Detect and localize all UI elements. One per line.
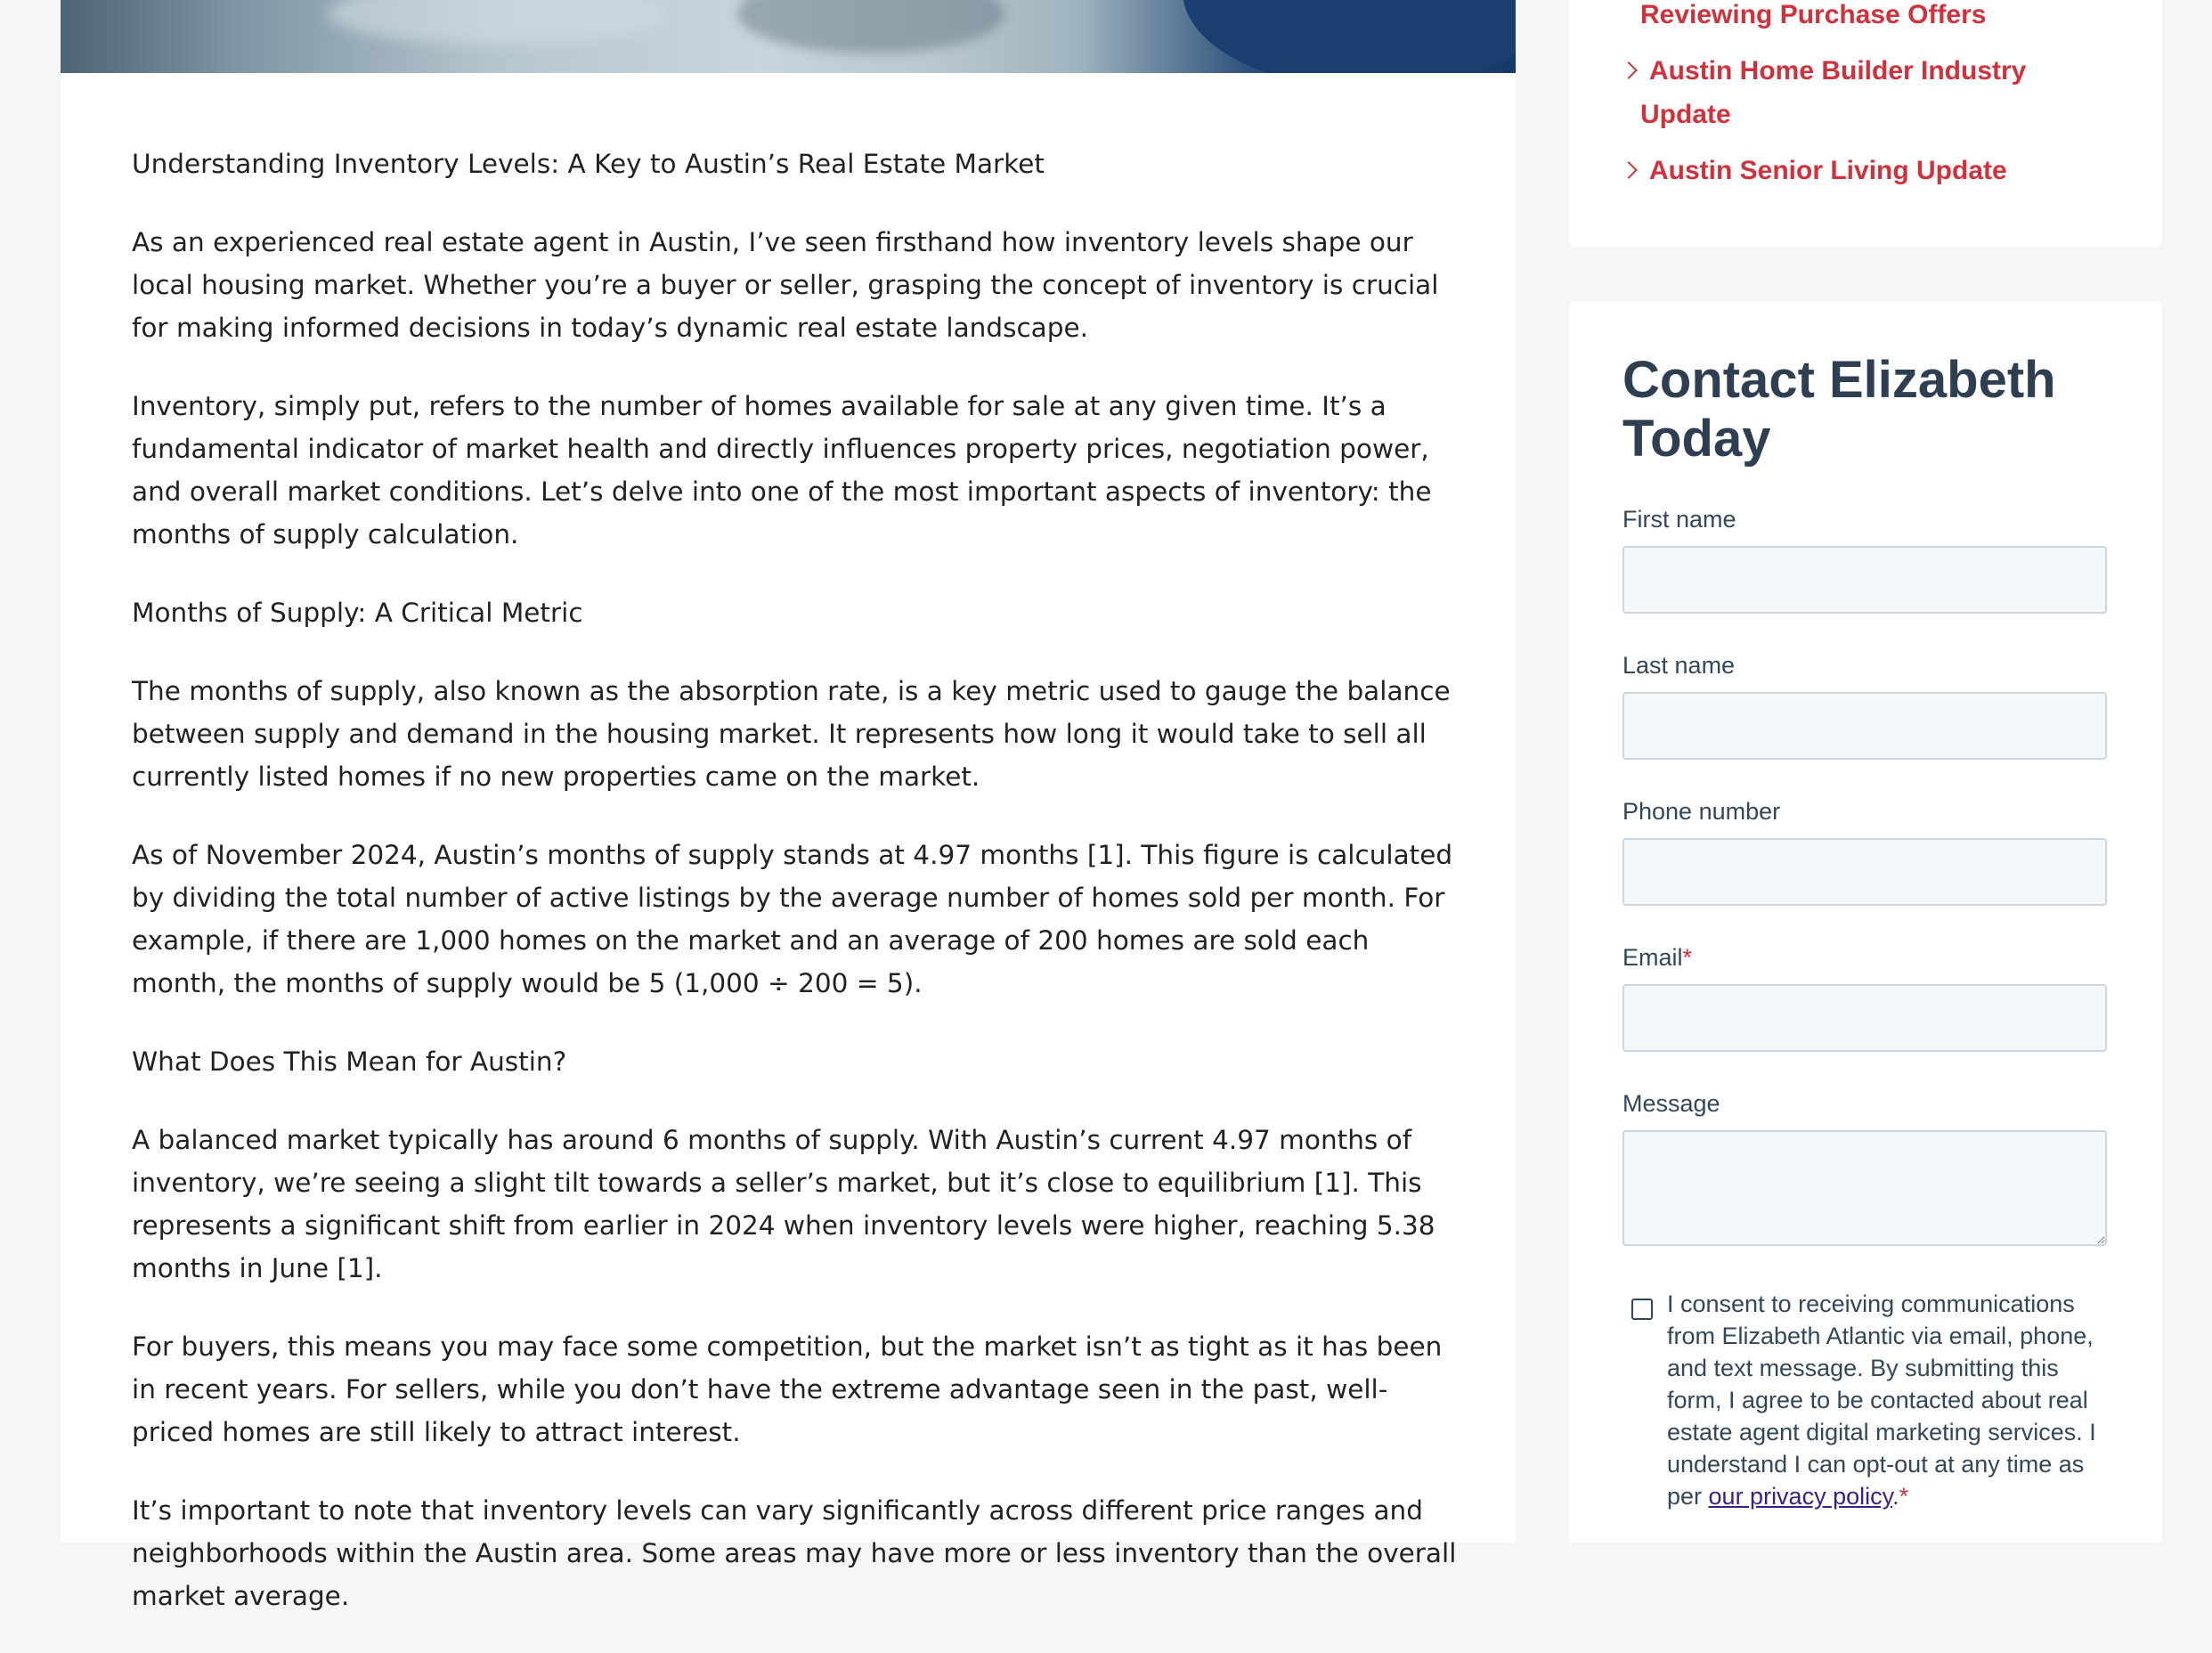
consent-text: I consent to receiving communications from Elizabeth Atlantic via email, phone, and text message. By submitting this form, I agree to be contacted about real estate agent digital marketing services. I understand I can opt-out at any time as per our privacy policy.* (1667, 1291, 2096, 1510)
chevron-right-icon (1620, 161, 1638, 179)
article-paragraph: It’s important to note that inventory levels can vary significantly across different price ranges and neighborhoods within the Austin area. Some areas may have more or less inventory than the overall market average. (132, 1495, 1457, 1611)
privacy-policy-link[interactable]: our privacy policy (1708, 1483, 1893, 1510)
article-paragraph: For buyers, this means you may face some competition, but the market isn’t as tight as it has been in recent years. For sellers, while you don’t have the extreme advantage seen in the past, well-priced homes are still likely to attract interest. (132, 1331, 1443, 1447)
last-name-field[interactable] (1622, 692, 2107, 760)
message-field[interactable] (1622, 1130, 2107, 1246)
article-subheading: What Does This Mean for Austin? (132, 1046, 567, 1077)
form-title: Contact Elizabeth Today (1622, 351, 2056, 468)
article-body (132, 142, 1459, 1653)
recent-post-link[interactable]: Austin Home Builder Industry Update (1640, 56, 2027, 129)
recent-post-link[interactable]: Austin Senior Living Update (1649, 156, 2007, 185)
article-paragraph: The months of supply, also known as the absorption rate, is a key metric used to gauge the balance between supply and demand in the housing market. It represents how long it would take to sell all currently listed homes if no new properties came on the market. (132, 676, 1451, 792)
article-paragraph: As of November 2024, Austin’s months of supply stands at 4.97 months [1]. This figure is calculated by dividing the total number of active listings by the average number of homes sold per month. For example, if there are 1,000 homes on the market and an average of 200 homes are sold each month, the months of supply would be 5 (1,000 ÷ 200 = 5). (132, 840, 1453, 998)
required-mark: * (1899, 1483, 1909, 1510)
required-mark: * (1682, 944, 1693, 971)
phone-label: Phone number (1622, 798, 1781, 825)
last-name-label: Last name (1622, 652, 1736, 679)
consent-checkbox[interactable] (1631, 1299, 1653, 1320)
article-heading: Understanding Inventory Levels: A Key to Austin’s Real Estate Market (132, 149, 1045, 179)
message-label: Message (1622, 1090, 1720, 1117)
first-name-label: First name (1622, 506, 1736, 533)
email-field[interactable] (1622, 984, 2107, 1052)
contact-form-card (1569, 301, 2162, 1543)
chevron-right-icon (1620, 61, 1638, 79)
first-name-field[interactable] (1622, 546, 2107, 614)
article-paragraph: As an experienced real estate agent in Austin, I’ve seen firsthand how inventory levels shape our local housing market. Whether you’re a buyer or seller, grasping the concept of inventory is crucial for making informed decisions in today’s dynamic real estate landscape. (132, 227, 1439, 343)
article-paragraph: A balanced market typically has around 6 months of supply. With Austin’s current 4.97 months of inventory, we’re seeing a slight tilt towards a seller’s market, but it’s close to equilibrium [1]. This represents a significant shift from earlier in 2024 when inventory levels were higher, reaching 5.38 months in June [1]. (132, 1125, 1435, 1283)
phone-field[interactable] (1622, 838, 2107, 906)
hero-image (61, 0, 1516, 73)
article-paragraph: Inventory, simply put, refers to the number of homes available for sale at any given time. It’s a fundamental indicator of market health and directly influences property prices, negotiation power, and overall market conditions. Let’s delve into one of the most important aspects of inventory: the months of supply calculation. (132, 391, 1432, 550)
recent-post-link[interactable]: Reviewing Purchase Offers (1640, 0, 1987, 29)
email-label: Email* (1622, 944, 1693, 971)
article-subheading: Months of Supply: A Critical Metric (132, 598, 583, 628)
recent-posts-card (1569, 0, 2162, 248)
article-card (61, 0, 1516, 1611)
